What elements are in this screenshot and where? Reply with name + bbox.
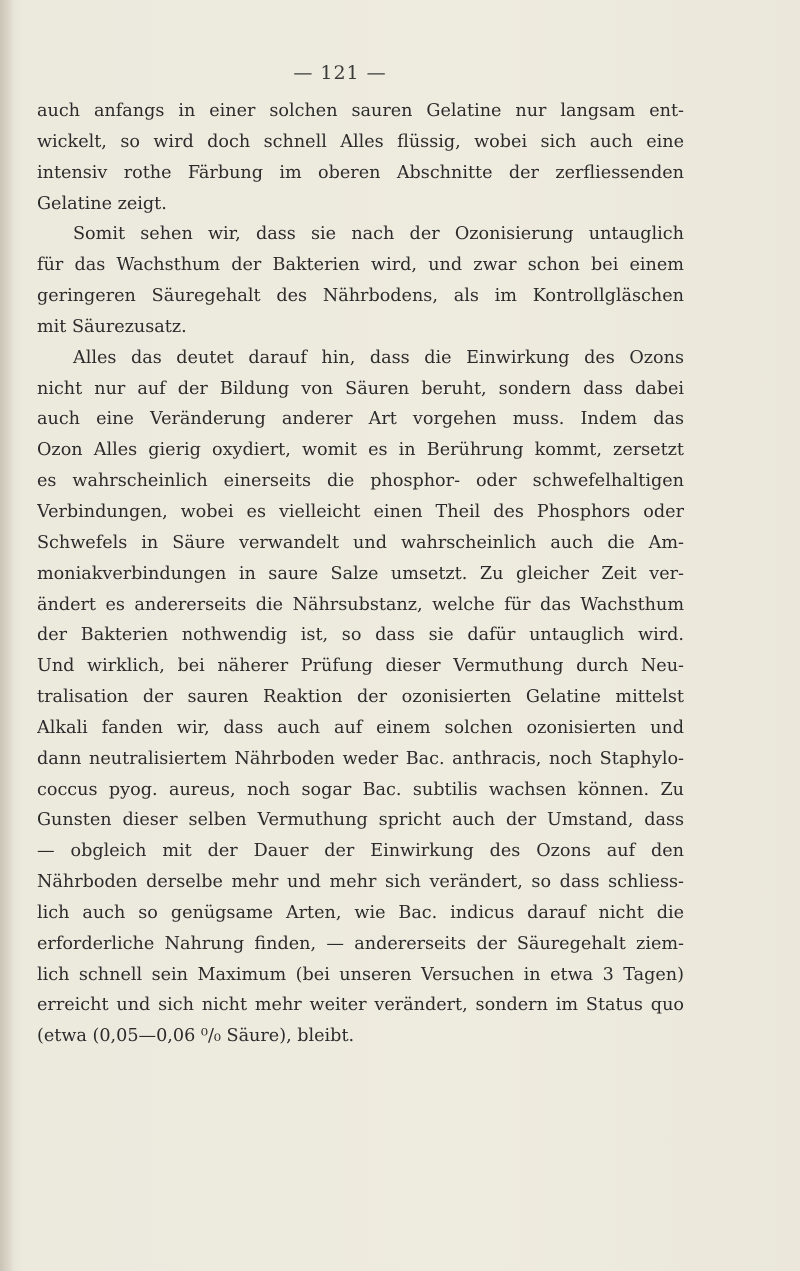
text-line: Somit sehen wir, dass sie nach der Ozonisierung untauglich <box>73 224 684 245</box>
body-text <box>37 96 684 1052</box>
text-line: lich schnell sein Maximum (bei unseren Versuchen in etwa 3 Tagen) <box>37 964 684 985</box>
text-line: coccus pyog. aureus, noch sogar Bac. subtilis wachsen können. Zu <box>37 779 684 800</box>
text-line: Alkali fanden wir, dass auch auf einem solchen ozonisierten und <box>37 717 684 738</box>
text-line: tralisation der sauren Reaktion der ozonisierten Gelatine mittelst <box>37 687 684 708</box>
text-line: erreicht und sich nicht mehr weiter verändert, sondern im Status quo <box>37 995 684 1016</box>
text-line: erforderliche Nahrung finden, — andererseits der Säuregehalt ziem- <box>37 933 684 954</box>
text-line: mit Säurezusatz. <box>37 316 187 337</box>
text-line: Schwefels in Säure verwandelt und wahrscheinlich auch die Am- <box>37 532 684 553</box>
text-line: Gunsten dieser selben Vermuthung spricht auch der Umstand, dass <box>37 810 684 831</box>
text-line: intensiv rothe Färbung im oberen Abschnitte der zerfliessenden <box>37 162 684 183</box>
text-line: — obgleich mit der Dauer der Einwirkung des Ozons auf den <box>37 841 684 862</box>
binding-shadow <box>0 0 14 1271</box>
text-line: auch anfangs in einer solchen sauren Gelatine nur langsam ent- <box>37 101 684 121</box>
text-line: nicht nur auf der Bildung von Säuren beruht, sondern dass dabei <box>37 378 684 399</box>
text-line: Gelatine zeigt. <box>37 193 167 214</box>
page-number: — 121 — <box>293 62 387 84</box>
text-line: Verbindungen, wobei es vielleicht einen Theil des Phosphors oder <box>37 501 684 522</box>
text-line: Und wirklich, bei näherer Prüfung dieser Vermuthung durch Neu- <box>37 656 684 677</box>
text-line: moniakverbindungen in saure Salze umsetzt. Zu gleicher Zeit ver- <box>37 563 684 584</box>
text-line: auch eine Veränderung anderer Art vorgehen muss. Indem das <box>37 409 684 430</box>
text-line: geringeren Säuregehalt des Nährbodens, als im Kontrollgläschen <box>37 286 684 307</box>
text-line: dann neutralisiertem Nährboden weder Bac. anthracis, noch Staphylo- <box>37 748 684 769</box>
text-line: Alles das deutet darauf hin, dass die Einwirkung des Ozons <box>73 347 684 368</box>
text-line: ändert es andererseits die Nährsubstanz, welche für das Wachsthum <box>37 594 684 615</box>
text-line: für das Wachsthum der Bakterien wird, und zwar schon bei einem <box>37 255 684 276</box>
text-line: es wahrscheinlich einerseits die phosphor- oder schwefelhaltigen <box>37 471 684 492</box>
text-line: wickelt, so wird doch schnell Alles flüssig, wobei sich auch eine <box>37 131 684 152</box>
text-line: Ozon Alles gierig oxydiert, womit es in Berührung kommt, zersetzt <box>37 440 684 461</box>
text-line: (etwa (0,05—0,06 ⁰/₀ Säure), bleibt. <box>37 1026 355 1047</box>
text-line: lich auch so genügsame Arten, wie Bac. indicus darauf nicht die <box>37 902 684 923</box>
text-line: der Bakterien nothwendig ist, so dass sie dafür untauglich wird. <box>37 625 684 646</box>
text-line: Nährboden derselbe mehr und mehr sich verändert, so dass schliess- <box>37 872 684 893</box>
